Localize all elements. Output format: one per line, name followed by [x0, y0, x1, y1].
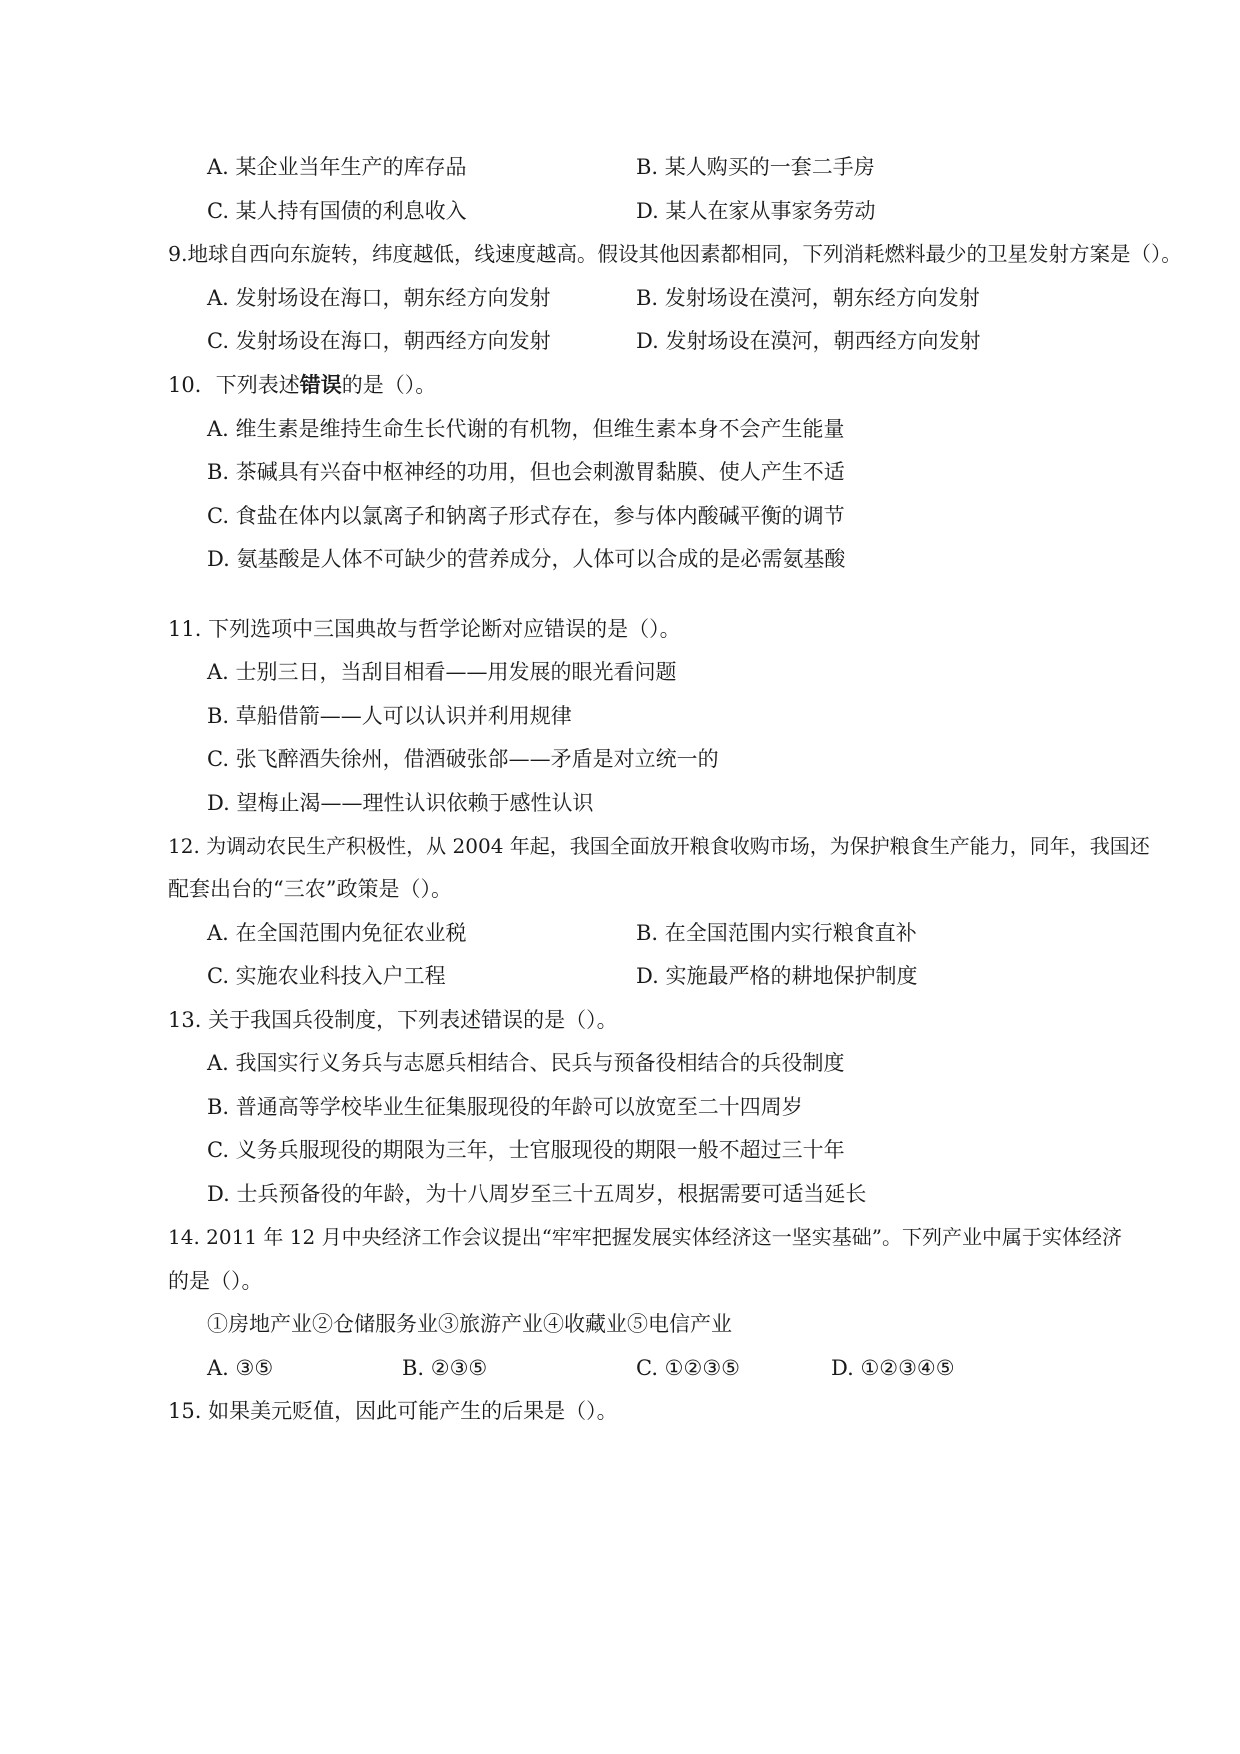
- q14-stem-line2: 的是（）。: [168, 1269, 263, 1293]
- q11-option-a: A. 士别三日，当刮目相看——用发展的眼光看问题: [207, 660, 677, 684]
- q9-stem: 9.地球自西向东旋转，纬度越低，线速度越高。假设其他因素都相同，下列消耗燃料最少的卫星发射方案是（）。: [168, 242, 1182, 266]
- q12-stem-line1: 12. 为调动农民生产积极性，从 2004 年起，我国全面放开粮食收购市场，为保护粮食生产能力，同年，我国还: [168, 834, 1150, 858]
- q12-option-d: D. 实施最严格的耕地保护制度: [636, 964, 918, 988]
- q11-option-c: C. 张飞醉酒失徐州，借酒破张郃——矛盾是对立统一的: [207, 747, 719, 771]
- q12-stem-line2: 配套出台的“三农”政策是（）。: [168, 877, 452, 901]
- q14-option-d: D. ①②③④⑤: [831, 1356, 955, 1380]
- q13-option-d: D. 士兵预备役的年龄，为十八周岁至三十五周岁，根据需要可适当延长: [207, 1182, 867, 1206]
- q10-option-d: D. 氨基酸是人体不可缺少的营养成分，人体可以合成的是必需氨基酸: [207, 547, 846, 571]
- q13-option-b: B. 普通高等学校毕业生征集服现役的年龄可以放宽至二十四周岁: [207, 1095, 803, 1119]
- q10-stem: 10．下列表述错误的是（）。: [168, 372, 437, 397]
- q8-option-d: D. 某人在家从事家务劳动: [636, 199, 876, 223]
- q8-option-b: B. 某人购买的一套二手房: [636, 155, 875, 179]
- q9-option-a: A. 发射场设在海口，朝东经方向发射: [207, 286, 551, 310]
- q12-option-a: A. 在全国范围内免征农业税: [207, 921, 467, 945]
- q12-option-c: C. 实施农业科技入户工程: [207, 964, 446, 988]
- q11-option-d: D. 望梅止渴——理性认识依赖于感性认识: [207, 791, 594, 815]
- q14-stem-line1: 14. 2011 年 12 月中央经济工作会议提出“牢牢把握发展实体经济这一坚实基础”。下列产业中属于实体经济: [168, 1225, 1123, 1249]
- q15-stem: 15. 如果美元贬值，因此可能产生的后果是（）。: [168, 1399, 618, 1423]
- q14-items: ①房地产业②仓储服务业③旅游产业④收藏业⑤电信产业: [207, 1312, 732, 1336]
- q11-option-b: B. 草船借箭——人可以认识并利用规律: [207, 704, 572, 728]
- q9-option-c: C. 发射场设在海口，朝西经方向发射: [207, 329, 551, 353]
- q12-option-b: B. 在全国范围内实行粮食直补: [636, 921, 917, 945]
- q14-option-b: B. ②③⑤: [402, 1356, 488, 1380]
- q9-option-d: D. 发射场设在漠河，朝西经方向发射: [636, 329, 981, 353]
- q11-stem: 11. 下列选项中三国典故与哲学论断对应错误的是（）。: [168, 617, 681, 641]
- q13-stem: 13. 关于我国兵役制度，下列表述错误的是（）。: [168, 1008, 618, 1032]
- q10-option-c: C. 食盐在体内以氯离子和钠离子形式存在，参与体内酸碱平衡的调节: [207, 504, 845, 528]
- q10-option-b: B. 茶碱具有兴奋中枢神经的功用，但也会刺激胃黏膜、使人产生不适: [207, 460, 845, 484]
- q13-option-a: A. 我国实行义务兵与志愿兵相结合、民兵与预备役相结合的兵役制度: [207, 1051, 845, 1075]
- q10-stem-emphasis: 错误: [299, 372, 342, 397]
- q10-option-a: A. 维生素是维持生命生长代谢的有机物，但维生素本身不会产生能量: [207, 417, 845, 441]
- q13-option-c: C. 义务兵服现役的期限为三年，士官服现役的期限一般不超过三十年: [207, 1138, 845, 1162]
- q8-option-a: A. 某企业当年生产的库存品: [207, 155, 467, 179]
- q9-option-b: B. 发射场设在漠河，朝东经方向发射: [636, 286, 980, 310]
- q14-option-c: C. ①②③⑤: [636, 1356, 740, 1380]
- q14-option-a: A. ③⑤: [207, 1356, 274, 1380]
- q8-option-c: C. 某人持有国债的利息收入: [207, 199, 467, 223]
